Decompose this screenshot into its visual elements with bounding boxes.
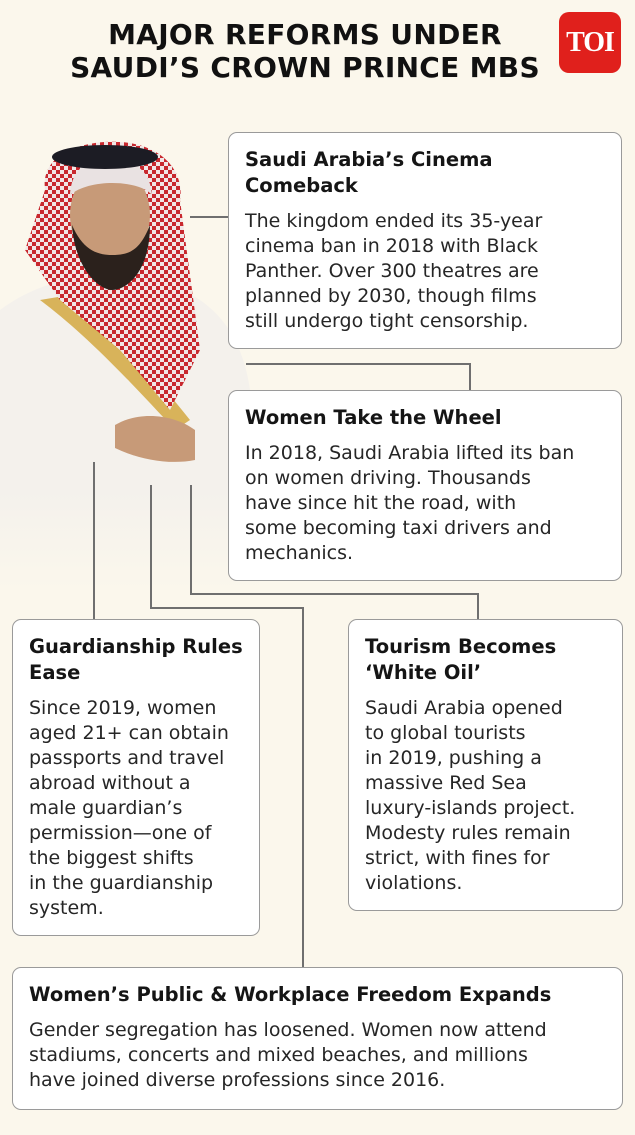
card-cinema-body-line: cinema ban in 2018 with Black [245,235,538,257]
card-tourism-body-line: to global tourists [365,722,526,744]
connector-guardianship [93,462,95,619]
card-guardianship-body-line: Since 2019, women [29,697,217,719]
card-guardianship-body-line: aged 21+ can obtain [29,722,229,744]
card-tourism-body [365,696,606,896]
card-guardianship-body-line: system. [29,897,104,919]
card-tourism-body-line: violations. [365,872,463,894]
card-cinema-body-line: still undergo tight censorship. [245,310,529,332]
card-tourism-heading-line-1: Tourism Becomes [365,635,557,658]
card-cinema [228,132,622,349]
card-tourism-body-line: luxury-islands project. [365,797,576,819]
card-tourism-body-line: Saudi Arabia opened [365,697,563,719]
card-cinema-heading-line-1: Saudi Arabia’s Cinema [245,148,493,171]
card-cinema-heading [245,147,605,199]
card-guardianship-body-line: in the guardianship [29,872,214,894]
card-driving-body-line: mechanics. [245,542,354,564]
card-cinema-heading-line-2: Comeback [245,174,358,197]
card-tourism-heading [365,634,606,686]
card-tourism-heading-line-2: ‘White Oil’ [365,661,482,684]
page-title [0,18,610,84]
card-guardianship-body-line: abroad without a [29,772,191,794]
card-driving-body-line: on women driving. Thousands [245,467,531,489]
card-tourism [348,619,623,911]
connector-tourism-vertical [190,485,192,593]
card-tourism-body-line: Modesty rules remain [365,822,571,844]
card-driving-heading: Women Take the Wheel [245,406,502,429]
card-tourism-body-line: massive Red Sea [365,772,527,794]
card-cinema-body-line: Panther. Over 300 theatres are [245,260,539,282]
card-tourism-body-line: in 2019, pushing a [365,747,542,769]
connector-freedom-horizontal [150,607,303,609]
card-freedom-body-line: have joined diverse professions since 2016. [29,1069,446,1091]
card-guardianship-heading [29,634,243,686]
card-freedom-body-line: stadiums, concerts and mixed beaches, and millions [29,1044,528,1066]
toi-logo: TOI [559,12,621,73]
card-freedom-body-line: Gender segregation has loosened. Women now attend [29,1019,547,1041]
card-guardianship [12,619,260,936]
connector-driving-vertical [469,363,471,390]
card-workplace-freedom [12,967,623,1110]
connector-tourism-drop [477,593,479,619]
card-guardianship-heading-line-1: Guardianship Rules [29,635,243,658]
card-freedom-body [29,1018,606,1093]
connector-cinema [190,216,228,218]
card-cinema-body-line: planned by 2030, though films [245,285,537,307]
connector-freedom-vertical [150,485,152,607]
card-guardianship-body-line: male guardian’s [29,797,183,819]
card-freedom-heading: Women’s Public & Workplace Freedom Expands [29,983,552,1006]
card-driving-body-line: In 2018, Saudi Arabia lifted its ban [245,442,575,464]
connector-driving-horizontal [246,363,470,365]
card-cinema-body [245,209,605,334]
connector-tourism-horizontal [190,593,478,595]
card-driving-body-line: have since hit the road, with [245,492,517,514]
card-driving [228,390,622,581]
card-driving-body [245,441,605,566]
card-guardianship-body-line: passports and travel [29,747,225,769]
connector-freedom-drop [302,607,304,967]
card-cinema-body-line: The kingdom ended its 35-year [245,210,543,232]
title-line-1: MAJOR REFORMS UNDER [108,18,502,51]
card-driving-body-line: some becoming taxi drivers and [245,517,552,539]
card-guardianship-body-line: the biggest shifts [29,847,194,869]
card-guardianship-body [29,696,243,921]
title-line-2: SAUDI’S CROWN PRINCE MBS [70,51,540,84]
card-guardianship-heading-line-2: Ease [29,661,81,684]
card-guardianship-body-line: permission—one of [29,822,212,844]
card-tourism-body-line: strict, with fines for [365,847,550,869]
